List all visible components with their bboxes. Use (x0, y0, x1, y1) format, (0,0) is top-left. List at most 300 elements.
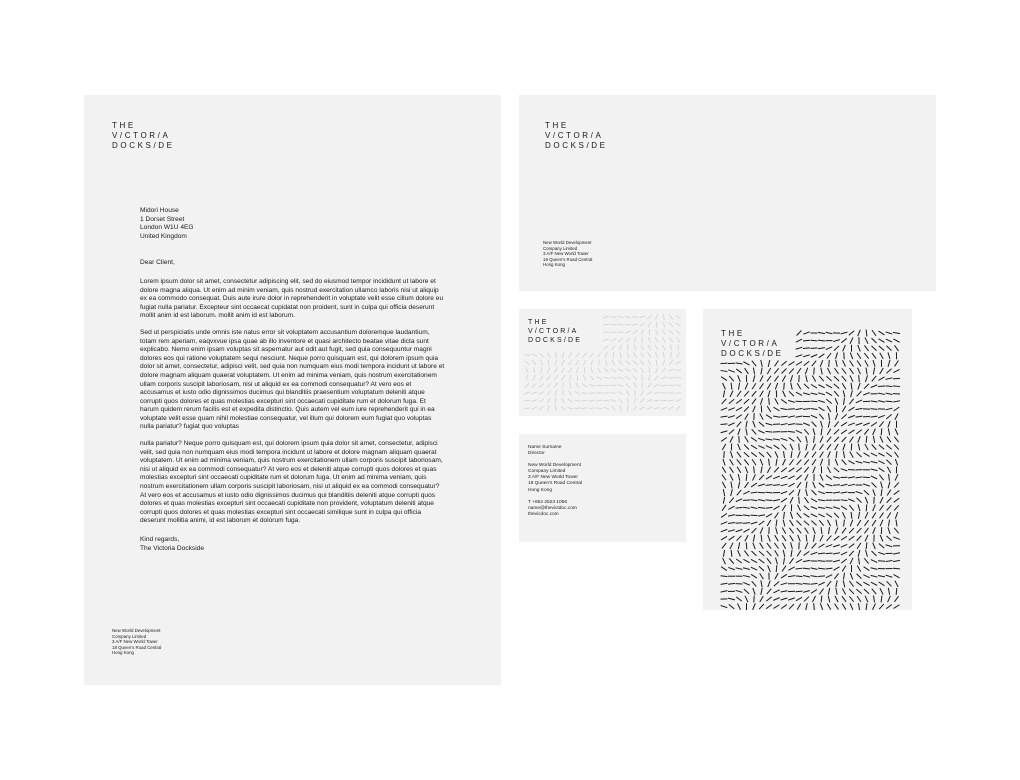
pattern-stroke (729, 399, 734, 403)
pattern-stroke (887, 467, 890, 473)
pattern-stroke (864, 558, 868, 563)
pattern-stroke (590, 353, 594, 357)
pattern-stroke (654, 407, 660, 409)
pattern-stroke (834, 429, 839, 434)
pattern-stroke (669, 407, 674, 410)
pattern-stroke (856, 461, 863, 463)
pattern-stroke (818, 576, 825, 577)
pattern-stroke (618, 324, 624, 325)
pattern-stroke (626, 390, 629, 395)
pattern-stroke (723, 550, 724, 557)
pattern-stroke (758, 438, 765, 440)
pattern-stroke (724, 451, 725, 458)
logo-line-2: V/CTOR/A (721, 339, 780, 348)
pattern-stroke (669, 360, 673, 365)
pattern-stroke (888, 482, 890, 489)
pattern-stroke (895, 512, 897, 519)
pattern-stroke (633, 353, 636, 358)
pattern-stroke (813, 482, 816, 488)
pattern-stroke (848, 499, 854, 502)
pattern-stroke (826, 332, 833, 333)
pattern-stroke (873, 489, 875, 496)
pattern-stroke (818, 568, 825, 569)
pattern-stroke (773, 598, 779, 601)
pattern-stroke (751, 522, 758, 524)
pattern-stroke (886, 393, 893, 394)
logo-line-3: DOCKS/DE (545, 141, 608, 150)
pattern-stroke (859, 375, 860, 382)
pattern-stroke (641, 345, 644, 350)
pattern-stroke (888, 596, 891, 602)
pattern-stroke (576, 383, 579, 388)
pattern-stroke (856, 416, 863, 417)
address-line: 18 Queen's Road Central (528, 481, 582, 487)
pattern-stroke (866, 603, 867, 610)
pattern-stroke (797, 521, 802, 526)
pattern-stroke (871, 568, 878, 570)
pattern-stroke (886, 369, 891, 374)
pattern-stroke (850, 558, 853, 564)
pattern-stroke (753, 368, 754, 375)
pattern-stroke (878, 401, 885, 402)
pattern-stroke (894, 596, 898, 602)
pattern-stroke (871, 422, 877, 426)
sign-off (140, 536, 446, 553)
pattern-stroke (759, 566, 764, 571)
pattern-stroke (849, 399, 853, 404)
pattern-stroke (662, 330, 666, 335)
pattern-stroke (856, 423, 863, 425)
pattern-stroke (766, 597, 772, 601)
pattern-stroke (865, 512, 868, 518)
pattern-stroke (676, 315, 681, 318)
pattern-stroke (649, 367, 650, 373)
pattern-stroke (760, 459, 763, 466)
pattern-stroke (554, 383, 558, 388)
pattern-stroke (723, 558, 726, 564)
pattern-stroke (826, 513, 832, 517)
pattern-stroke (781, 591, 788, 592)
pattern-stroke (886, 401, 893, 402)
pattern-stroke (888, 588, 889, 595)
pattern-stroke (574, 400, 580, 401)
pattern-stroke (835, 604, 839, 610)
pattern-stroke (534, 367, 535, 373)
pattern-stroke (842, 460, 847, 465)
pattern-stroke (804, 497, 808, 503)
envelope-sheet (519, 95, 936, 291)
pattern-stroke (849, 505, 853, 510)
pattern-stroke (721, 513, 727, 517)
pattern-stroke (730, 436, 733, 442)
pattern-stroke (789, 391, 794, 396)
pattern-stroke (776, 520, 777, 527)
pattern-stroke (798, 489, 800, 496)
pattern-stroke (539, 399, 544, 402)
pattern-stroke (737, 452, 741, 458)
pattern-stroke (730, 391, 733, 397)
pattern-stroke (850, 360, 854, 366)
pattern-stroke (721, 431, 728, 433)
pattern-stroke (782, 535, 786, 541)
pattern-stroke (633, 376, 637, 381)
letter-paragraph: Lorem ipsum dolor sit amet, consectetur adipiscing elit, sed do eiusmod tempor incididunt ut labore et dolore magna aliqua. Ut enim ad minim veniam, quis nostrud exercitation ullamco laboris nisi ut aliquip ex ea commodo consequat. Duis aute irure dolor in reprehenderit in voluptate velit esse cillum dolore eu fugiat nulla pariatur. Excepteur sint occaecat cupidatat non proident, sunt in culpa qui officia deserunt mollit anim id est laborum. mollit anim id est laborum. (140, 277, 444, 320)
pattern-stroke (663, 314, 664, 320)
pattern-stroke (648, 360, 651, 365)
pattern-stroke (743, 523, 750, 524)
pattern-stroke (849, 544, 855, 548)
pattern-stroke (729, 376, 734, 381)
pattern-stroke (722, 505, 726, 511)
pattern-stroke (761, 466, 762, 473)
card-email: name@thevictdoc.com (528, 505, 577, 511)
pattern-stroke (562, 383, 564, 389)
pattern-stroke (729, 498, 733, 503)
pattern-stroke (864, 528, 868, 534)
pattern-stroke (834, 437, 839, 442)
pattern-stroke (661, 377, 667, 379)
pattern-stroke (782, 566, 786, 572)
pattern-stroke (561, 368, 564, 373)
pattern-stroke (759, 559, 765, 563)
pattern-stroke (728, 408, 735, 411)
pattern-stroke (880, 436, 883, 442)
pattern-stroke (893, 386, 900, 387)
pattern-stroke (827, 429, 831, 435)
pattern-stroke (789, 468, 795, 472)
pattern-stroke (731, 550, 732, 557)
pattern-stroke (843, 390, 845, 397)
pattern-stroke (843, 580, 845, 587)
pattern-stroke (744, 589, 749, 594)
pattern-stroke (562, 352, 563, 358)
pattern-stroke (751, 492, 758, 493)
pattern-stroke (731, 383, 732, 390)
pattern-stroke (669, 315, 672, 320)
pattern-stroke (866, 368, 867, 375)
pattern-stroke (766, 500, 773, 501)
pattern-stroke (849, 581, 853, 587)
pattern-stroke (610, 377, 616, 378)
pattern-stroke (589, 400, 595, 401)
pattern-stroke (618, 377, 624, 379)
pattern-stroke (805, 528, 809, 534)
pattern-stroke (790, 535, 794, 541)
salutation: Dear Client, (140, 259, 175, 267)
pattern-stroke (836, 451, 837, 458)
business-card-back (519, 434, 686, 542)
pattern-stroke (894, 491, 900, 495)
pattern-stroke (811, 408, 818, 409)
pattern-stroke (871, 575, 878, 577)
pattern-stroke (796, 468, 801, 472)
pattern-stroke (759, 604, 764, 609)
pattern-stroke (871, 453, 877, 456)
address-line: Hong Kong (112, 650, 134, 656)
pattern-stroke (569, 368, 572, 373)
pattern-stroke (668, 369, 674, 371)
logo (528, 318, 582, 345)
pattern-stroke (743, 362, 749, 365)
pattern-stroke (857, 391, 862, 396)
pattern-stroke (721, 567, 727, 571)
pattern-stroke (857, 528, 862, 533)
logo-line-1: THE (545, 121, 569, 130)
pattern-stroke (625, 316, 631, 317)
pattern-stroke (797, 460, 802, 465)
pattern-stroke (731, 482, 732, 489)
pattern-stroke (759, 551, 764, 556)
pattern-stroke (818, 407, 824, 411)
pattern-stroke (723, 390, 724, 397)
address-line: New World Development (528, 463, 581, 469)
pattern-stroke (554, 375, 558, 380)
pattern-stroke (791, 542, 793, 549)
pattern-stroke (729, 430, 734, 435)
pattern-stroke (610, 324, 616, 325)
pattern-stroke (737, 467, 741, 473)
pattern-stroke (730, 459, 734, 465)
pattern-stroke (894, 528, 899, 533)
pattern-stroke (858, 330, 861, 336)
pattern-stroke (767, 383, 771, 389)
pattern-stroke (788, 567, 794, 570)
logo-line-2: V/CTOR/A (528, 328, 579, 335)
pattern-stroke (627, 352, 630, 357)
pattern-stroke (781, 598, 788, 600)
pattern-stroke (856, 400, 862, 403)
pattern-stroke (864, 353, 868, 358)
pattern-stroke (843, 444, 845, 451)
pattern-stroke (781, 498, 787, 502)
pattern-stroke (819, 520, 823, 525)
pattern-stroke (753, 421, 755, 428)
pattern-stroke (880, 353, 883, 359)
pattern-stroke (888, 352, 890, 359)
pattern-stroke (893, 568, 900, 569)
pattern-stroke (783, 459, 786, 465)
pattern-stroke (774, 376, 778, 382)
pattern-stroke (753, 535, 754, 542)
pattern-stroke (841, 559, 847, 563)
card-name: Name Surname (528, 445, 562, 450)
pattern-stroke (760, 376, 763, 382)
pattern-stroke (753, 406, 756, 412)
pattern-stroke (826, 347, 832, 350)
pattern-stroke (766, 446, 772, 449)
pattern-stroke (524, 392, 530, 394)
pattern-stroke (663, 360, 665, 366)
closing: Kind regards, (140, 536, 180, 543)
pattern-stroke (803, 340, 810, 341)
pattern-stroke (766, 431, 773, 432)
pattern-stroke (836, 520, 837, 527)
pattern-stroke (887, 498, 892, 503)
pattern-stroke (766, 514, 772, 518)
pattern-stroke (737, 459, 741, 464)
pattern-stroke (768, 390, 770, 397)
pattern-stroke (859, 558, 860, 565)
pattern-stroke (796, 591, 803, 592)
pattern-stroke (849, 536, 855, 540)
pattern-stroke (842, 512, 845, 518)
pattern-stroke (738, 550, 741, 556)
pattern-stroke (767, 551, 772, 556)
pattern-stroke (611, 339, 617, 341)
pattern-stroke (758, 515, 765, 516)
pattern-stroke (524, 400, 530, 401)
pattern-stroke (639, 316, 645, 318)
pattern-stroke (752, 459, 756, 465)
pattern-stroke (850, 375, 853, 381)
pattern-stroke (819, 354, 825, 358)
pattern-stroke (649, 375, 651, 381)
card-website: thevicdoc.com (528, 511, 559, 517)
pattern-stroke (669, 337, 673, 342)
pattern-stroke (878, 453, 884, 456)
pattern-stroke (761, 588, 762, 595)
address-line: Company Limited (528, 469, 566, 475)
pattern-stroke (848, 423, 855, 426)
pattern-stroke (760, 391, 764, 397)
pattern-stroke (806, 444, 808, 451)
pattern-stroke (619, 398, 623, 403)
pattern-stroke (856, 408, 863, 409)
logo (112, 121, 175, 151)
pattern-stroke (743, 507, 750, 508)
pattern-stroke (775, 383, 777, 390)
pattern-stroke (878, 386, 885, 387)
pattern-stroke (575, 391, 580, 394)
pattern-stroke (803, 590, 810, 592)
pattern-stroke (849, 407, 855, 411)
pattern-stroke (871, 469, 878, 471)
pattern-stroke (888, 428, 889, 435)
pattern-stroke (611, 369, 616, 372)
business-card-front (519, 309, 686, 416)
pattern-stroke (655, 337, 658, 342)
pattern-stroke (781, 583, 788, 585)
pattern-stroke (796, 475, 801, 480)
pattern-stroke (744, 391, 749, 396)
pattern-stroke (618, 332, 624, 333)
pattern-stroke (827, 581, 831, 586)
pattern-stroke (879, 513, 883, 519)
pattern-stroke (878, 415, 885, 418)
pattern-stroke (866, 550, 868, 557)
pattern-stroke (539, 353, 544, 357)
pattern-stroke (728, 515, 735, 516)
pattern-stroke (548, 405, 549, 411)
pattern-stroke (814, 368, 815, 375)
card-phone: T +852 2523 1056 (528, 499, 567, 505)
pattern-stroke (827, 536, 832, 541)
pattern-stroke (676, 323, 681, 326)
pattern-stroke (827, 467, 830, 473)
pattern-stroke (811, 521, 816, 526)
pattern-stroke (774, 368, 779, 373)
pattern-stroke (865, 497, 868, 504)
pattern-stroke (895, 474, 898, 480)
pattern-stroke (878, 461, 884, 464)
pattern-stroke (745, 535, 748, 541)
pattern-stroke (805, 543, 808, 549)
pattern-stroke (766, 423, 773, 425)
pattern-stroke (864, 589, 869, 594)
pattern-stroke (813, 428, 815, 435)
pattern-stroke (766, 439, 773, 440)
pattern-stroke (654, 384, 659, 386)
pattern-stroke (856, 582, 862, 586)
pattern-stroke (744, 482, 748, 488)
pattern-stroke (833, 492, 840, 493)
pattern-stroke (781, 424, 788, 425)
pattern-stroke (818, 393, 825, 395)
pattern-stroke (871, 582, 877, 585)
pattern-stroke (814, 603, 815, 610)
pattern-stroke (605, 352, 607, 358)
pattern-stroke (774, 582, 779, 587)
pattern-stroke (736, 407, 742, 410)
logo-line-3: DOCKS/DE (528, 337, 583, 344)
pattern-stroke (760, 573, 764, 579)
pattern-stroke (661, 407, 667, 409)
pattern-stroke (736, 399, 742, 403)
pattern-stroke (775, 398, 779, 404)
pattern-stroke (751, 445, 757, 449)
pattern-stroke (849, 331, 854, 335)
pattern-stroke (562, 360, 565, 365)
pattern-stroke (766, 415, 772, 419)
pattern-stroke (729, 558, 734, 563)
pattern-stroke (811, 393, 818, 394)
pattern-stroke (761, 535, 762, 542)
pattern-stroke (811, 499, 817, 502)
pattern-stroke (844, 398, 845, 405)
pattern-stroke (828, 596, 830, 603)
pattern-stroke (865, 375, 867, 382)
pattern-stroke (826, 399, 831, 403)
pattern-stroke (783, 451, 784, 458)
pattern-stroke (873, 429, 876, 435)
pattern-stroke (803, 560, 810, 561)
pattern-stroke (826, 545, 833, 548)
pattern-stroke (842, 406, 846, 412)
address-line: Company Limited (112, 633, 147, 639)
pattern-stroke (547, 352, 550, 357)
pattern-stroke (722, 399, 727, 404)
pattern-stroke (828, 588, 829, 595)
pattern-stroke (766, 605, 772, 609)
pattern-stroke (721, 363, 728, 364)
pattern-stroke (788, 483, 794, 486)
pattern-stroke (796, 576, 803, 577)
address-line: 3 A/F New World Tower (112, 639, 158, 645)
pattern-stroke (569, 390, 572, 395)
pattern-stroke (819, 589, 823, 595)
pattern-stroke (751, 551, 756, 556)
pattern-stroke (826, 484, 833, 486)
pattern-stroke (863, 484, 870, 486)
pattern-stroke (753, 543, 755, 550)
pattern-stroke (626, 361, 630, 365)
pattern-stroke (540, 375, 544, 380)
pattern-stroke (805, 474, 808, 480)
pattern-stroke (895, 429, 898, 435)
letterhead-sheet (84, 95, 501, 685)
pattern-stroke (611, 406, 615, 410)
pattern-stroke (782, 369, 787, 374)
